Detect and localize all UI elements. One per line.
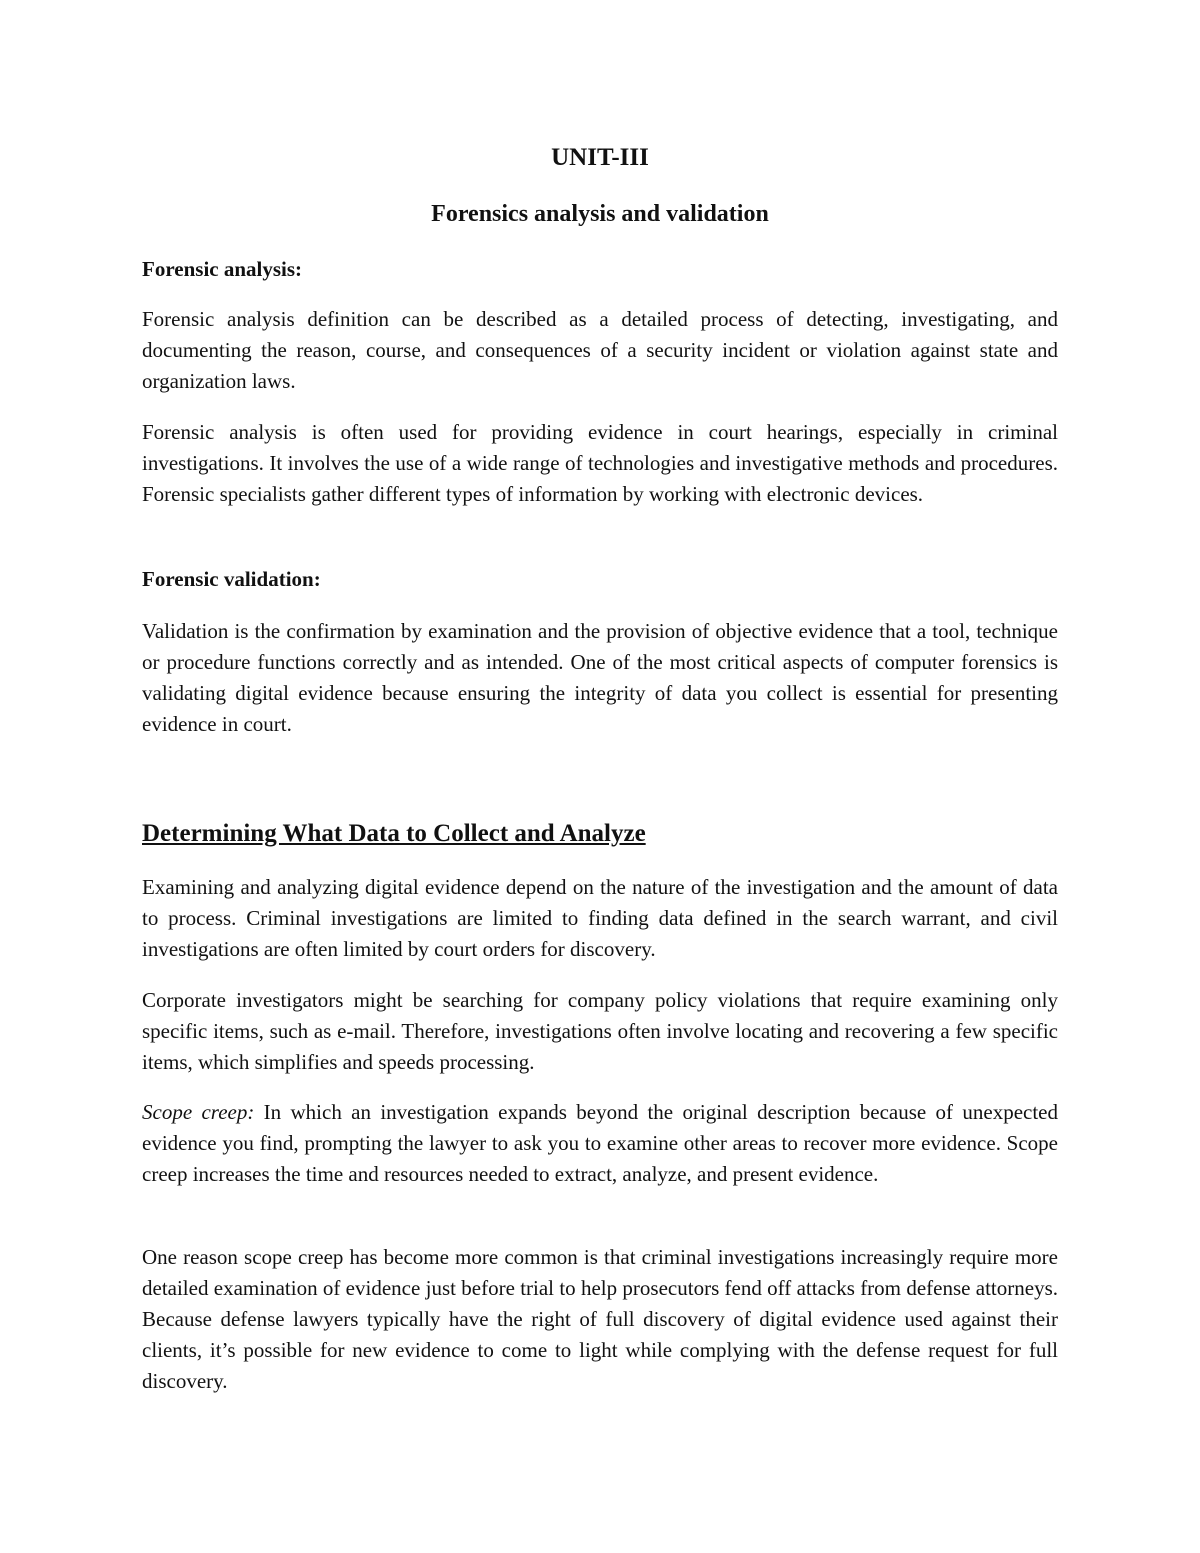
unit-title: UNIT-III [551, 144, 649, 171]
determining-data-paragraph-2: Corporate investigators might be searching for company policy violations that require examining only specific items, such as e-mail. Therefore, investigations often involve locating and recovering a few specific items, which simplifies and speeds processing. [142, 988, 1058, 1074]
forensic-analysis-paragraph-1: Forensic analysis definition can be described as a detailed process of detecting, investigating, and documenting the reason, course, and consequences of a security incident or violation against state and organization laws. [142, 307, 1058, 393]
forensic-analysis-paragraph-2: Forensic analysis is often used for providing evidence in court hearings, especially in criminal investigations. It involves the use of a wide range of technologies and investigative methods and procedures. Forensic specialists gather different types of information by working with electronic devices. [142, 420, 1058, 506]
determining-data-paragraph-1: Examining and analyzing digital evidence depend on the nature of the investigation and the amount of data to process. Criminal investigations are limited to finding data defined in the search warrant, and civil investigations are often limited by court orders for discovery. [142, 875, 1058, 961]
main-title: Forensics analysis and validation [431, 201, 769, 227]
determining-data-paragraph-4: One reason scope creep has become more common is that criminal investigations increasingly require more detailed examination of evidence just before trial to help prosecutors fend off attacks from defense attorneys. Because defense lawyers typically have the right of full discovery of digital evidence used against their clients, it’s possible for new evidence to come to light while complying with the defense request for full discovery. [142, 1245, 1058, 1393]
forensic-analysis-heading: Forensic analysis: [142, 257, 303, 281]
scope-creep-paragraph [142, 1097, 1058, 1190]
determining-data-heading: Determining What Data to Collect and Analyze [142, 820, 646, 847]
forensic-validation-paragraph: Validation is the confirmation by examination and the provision of objective evidence that a tool, technique or procedure functions correctly and as intended. One of the most critical aspects of computer forensics is validating digital evidence because ensuring the integrity of data you collect is essential for presenting evidence in court. [142, 619, 1058, 736]
document-page [142, 0, 1058, 1553]
scope-creep-text: In which an investigation expands beyond the original description because of unexpected evidence you find, prompting the lawyer to ask you to examine other areas to recover more evidence. Scope creep increases the time and resources needed to extract, analyze, and present evidence. [142, 1100, 1058, 1186]
scope-creep-term: Scope creep: [142, 1100, 255, 1124]
forensic-validation-heading: Forensic validation: [142, 567, 321, 591]
